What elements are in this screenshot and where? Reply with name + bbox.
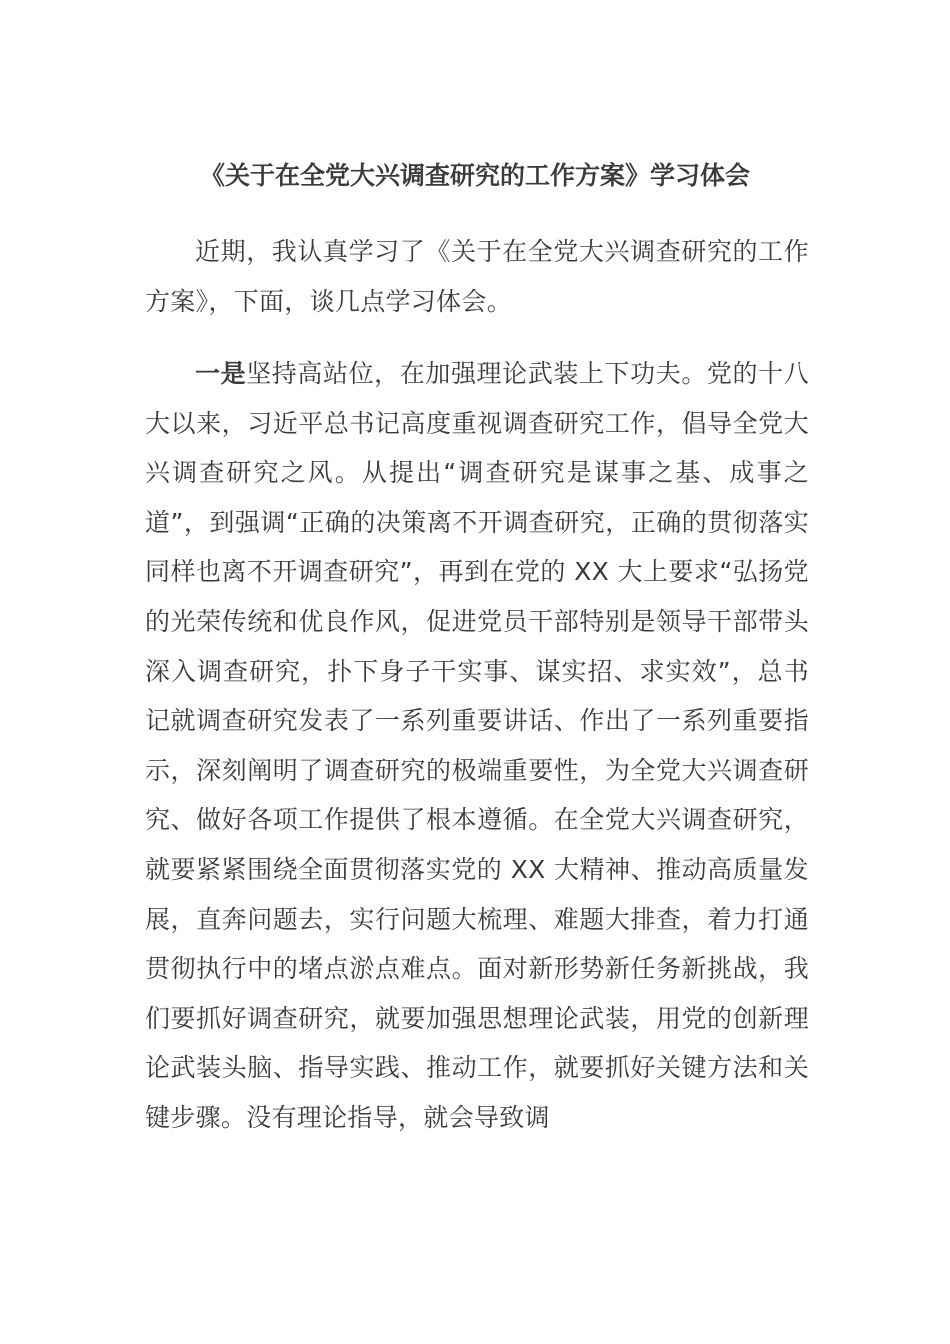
paragraph-point-one-text: 坚持高站位，在加强理论武装上下功夫。党的十八大以来，习近平总书记高度重视调查研究工作，倡导全党大兴调查研究之风。从提出“调查研究是谋事之基、成事之道”，到强调“正确的决策离不开调查研究，正确的贯彻落实同样也离不开调查研究”，再到在党的 XX 大上要求“弘扬党的光荣传统和优良作风，促进党员干部特别是领导干部带头深入调查研究，扑下身子干实事、谋实招、求实效”，总书记就调查研究发表了一系列重要讲话、作出了一系列重要指示，深刻阐明了调查研究的极端重要性，为全党大兴调查研究、做好各项工作提供了根本遵循。在全党大兴调查研究，就要紧紧围绕全面贯彻落实党的 XX 大精神、推动高质量发展，直奔问题去，实行问题大梳理、难题大排查，着力打通贯彻执行中的堵点淤点难点。面对新形势新任务新挑战，我们要抓好调查研究，就要加强思想理论武装，用党的创新理论武装头脑、指导实践、推动工作，就要抓好关键方法和关键步骤。没有理论指导，就会导致调 — [145, 359, 809, 1132]
paragraph-point-one — [145, 349, 809, 1143]
paragraph-intro — [145, 227, 809, 326]
document-title: 《关于在全党大兴调查研究的工作方案》学习体会 — [199, 161, 750, 190]
paragraph-intro-text: 近期，我认真学习了《关于在全党大兴调查研究的工作方案》，下面，谈几点学习体会。 — [145, 237, 809, 316]
paragraph-point-one-lead: 一是 — [195, 359, 247, 388]
